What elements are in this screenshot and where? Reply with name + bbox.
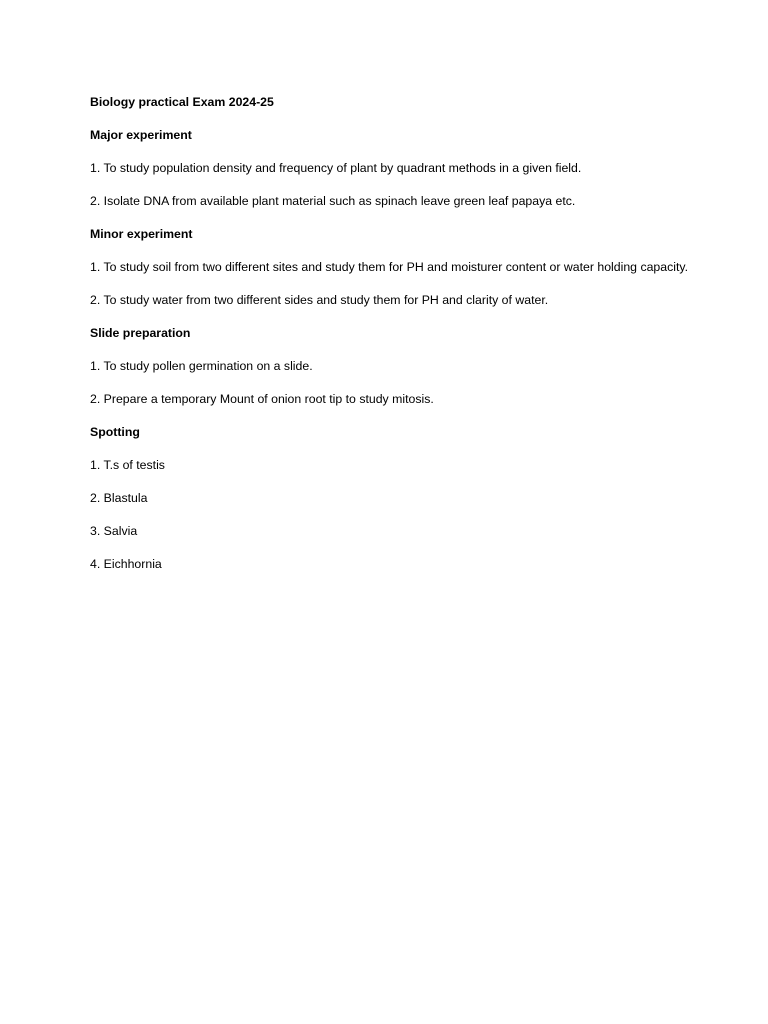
list-item: 2. Blastula — [90, 491, 148, 505]
list-item: 4. Eichhornia — [90, 557, 162, 571]
list-item: 1. T.s of testis — [90, 458, 165, 472]
section-heading-minor-experiment: Minor experiment — [90, 227, 193, 241]
list-item: 1. To study pollen germination on a slide. — [90, 359, 313, 373]
list-item: 3. Salvia — [90, 524, 138, 538]
section-heading-spotting: Spotting — [90, 425, 140, 439]
section-heading-slide-preparation: Slide preparation — [90, 326, 191, 340]
list-item: 1. To study population density and frequency of plant by quadrant methods in a given field. — [90, 161, 582, 175]
list-item: 2. To study water from two different sides and study them for PH and clarity of water. — [90, 293, 549, 307]
list-item: 2. Isolate DNA from available plant material such as spinach leave green leaf papaya etc. — [90, 194, 576, 208]
document-page — [90, 93, 690, 588]
list-item: 2. Prepare a temporary Mount of onion root tip to study mitosis. — [90, 392, 434, 406]
section-heading-major-experiment: Major experiment — [90, 128, 192, 142]
document-title: Biology practical Exam 2024-25 — [90, 95, 274, 109]
list-item: 1. To study soil from two different sites and study them for PH and moisturer content or water holding capacity. — [90, 260, 689, 274]
